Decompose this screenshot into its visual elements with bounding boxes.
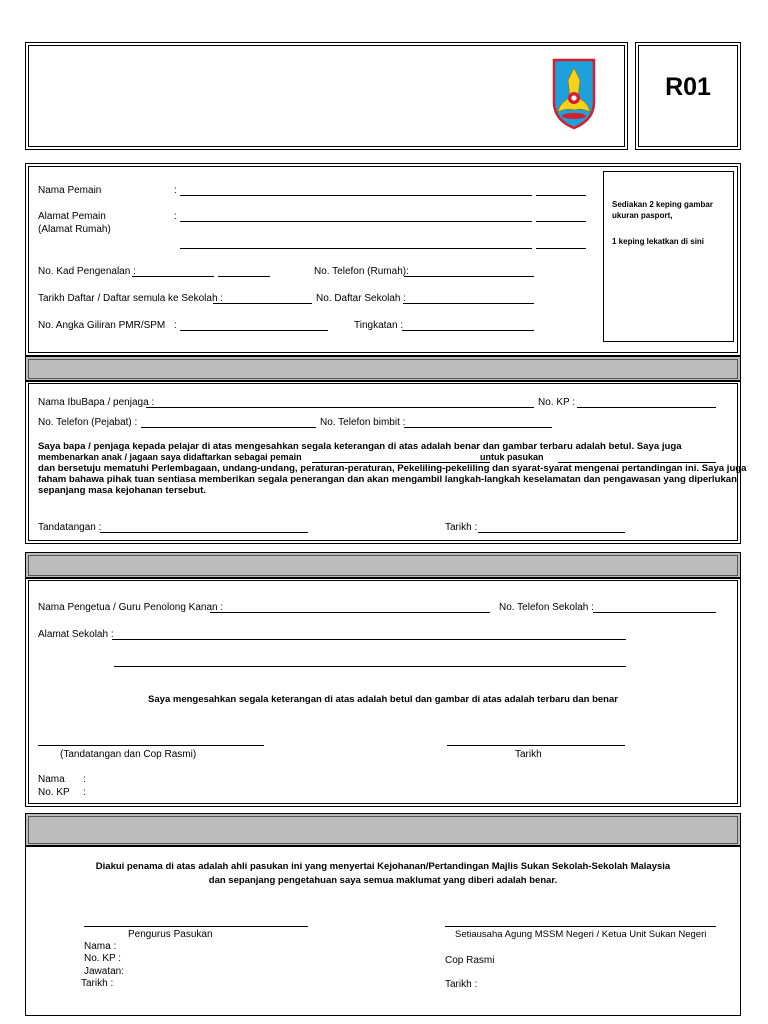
guardian-name-line[interactable] — [146, 407, 534, 408]
guardian-mobile-line[interactable] — [404, 427, 552, 428]
photo-note-1: Sediakan 2 keping gambar ukuran pasport, — [612, 200, 713, 220]
player-address-label: Alamat Pemain — [38, 211, 106, 222]
team-ack-line-2: dan sepanjang pengetahuan saya semua maklumat yang diberi adalah benar. — [208, 875, 558, 886]
guardian-date-line[interactable] — [478, 532, 625, 533]
guardian-declaration-3: dan bersetuju mematuhi Perlembagaan, undang-undang, peraturan-peraturan, Pekeliling-pekeliling dan syarat-syarat mengenai pertandingan ini. Saya juga — [38, 463, 747, 474]
school-kp-colon: : — [83, 787, 86, 798]
school-name-label: Nama — [38, 774, 65, 785]
photo-note-2: 1 keping lekatkan di sini — [612, 237, 705, 246]
guardian-kp-label: No. KP : — [538, 397, 576, 408]
guardian-office-phone-line[interactable] — [141, 427, 316, 428]
school-name-colon: : — [83, 774, 86, 785]
player-address-colon: : — [174, 211, 177, 222]
player-exam-no-line[interactable] — [180, 330, 328, 331]
player-register-label: Tarikh Daftar / Daftar semula ke Sekolah : — [38, 293, 224, 304]
player-address-line-1[interactable] — [180, 221, 532, 222]
secretary-label: Setiausaha Agung MSSM Negeri / Ketua Unit Sukan Negeri — [455, 929, 707, 940]
school-phone-line[interactable] — [593, 612, 716, 613]
form-code: R01 — [665, 73, 711, 101]
school-section-band — [25, 552, 741, 579]
school-signature-stamp-label: (Tandatangan dan Cop Rasmi) — [60, 749, 197, 760]
player-address-line-2[interactable] — [180, 248, 532, 249]
player-school-reg-line[interactable] — [403, 303, 534, 304]
player-exam-no-label: No. Angka Giliran PMR/SPM — [38, 320, 166, 331]
team-ack-line-1: Diakui penama di atas adalah ahli pasukan ini yang menyertai Kejohanan/Pertandingan Majlis Sukan Sekolah-Sekolah Malaysia — [95, 861, 671, 872]
player-home-phone-line[interactable] — [404, 276, 534, 277]
player-ic-line-ext — [218, 276, 270, 277]
school-date-label: Tarikh — [515, 749, 542, 760]
secretary-signature-line[interactable] — [445, 926, 716, 927]
player-school-reg-label: No. Daftar Sekolah : — [316, 293, 407, 304]
player-home-phone-label: No. Telefon (Rumah): — [314, 266, 409, 277]
crest-logo — [552, 58, 596, 130]
player-exam-no-colon: : — [174, 320, 177, 331]
school-address-line-2[interactable] — [114, 666, 626, 667]
principal-name-label: Nama Pengetua / Guru Penolong Kanan : — [38, 602, 224, 613]
manager-label: Pengurus Pasukan — [128, 929, 213, 940]
team-date-label: Tarikh : — [81, 978, 114, 989]
team-position-label: Jawatan: — [84, 966, 125, 977]
player-form-level-label: Tingkatan : — [354, 320, 404, 331]
photo-box — [603, 171, 734, 342]
team-name-label: Nama : — [84, 941, 117, 952]
player-ic-line[interactable] — [132, 276, 214, 277]
team-kp-label: No. KP : — [84, 953, 122, 964]
school-signature-line[interactable] — [38, 745, 264, 746]
team-section-band — [25, 813, 741, 847]
school-address-line-1[interactable] — [112, 639, 626, 640]
school-date-line[interactable] — [447, 745, 625, 746]
guardian-date-label: Tarikh : — [445, 522, 478, 533]
official-stamp-label: Cop Rasmi — [445, 955, 495, 966]
player-address-line-1-ext — [536, 221, 586, 222]
guardian-declaration-1: Saya bapa / penjaga kepada pelajar di atas mengesahkan segala keterangan di atas adalah benar dan gambar terbaru adalah betul. Saya juga — [38, 441, 682, 452]
header-box — [25, 42, 628, 150]
player-ic-label: No. Kad Pengenalan : — [38, 266, 136, 277]
guardian-declaration-4: faham bahawa pihak tuan sentiasa memberikan segala penerangan dan akan mengambil langkah-langkah keselamatan dan pengawasan yang diperlukan — [38, 474, 737, 485]
player-address-sub-label: (Alamat Rumah) — [38, 224, 111, 235]
player-form-level-line[interactable] — [402, 330, 534, 331]
manager-signature-line[interactable] — [84, 926, 308, 927]
guardian-declaration-2b: untuk pasukan — [480, 452, 544, 462]
guardian-signature-label: Tandatangan : — [38, 522, 102, 533]
school-address-label: Alamat Sekolah : — [38, 629, 114, 640]
guardian-office-phone-label: No. Telefon (Pejabat) : — [38, 417, 138, 428]
guardian-section-band — [25, 356, 741, 382]
player-name-line[interactable] — [180, 195, 532, 196]
player-name-colon: : — [174, 185, 177, 196]
player-name-line-ext — [536, 195, 586, 196]
player-address-line-2-ext — [536, 248, 586, 249]
principal-name-line[interactable] — [210, 612, 490, 613]
guardian-signature-line[interactable] — [100, 532, 308, 533]
guardian-name-label: Nama IbuBapa / penjaga : — [38, 397, 155, 408]
player-name-label: Nama Pemain — [38, 185, 102, 196]
player-register-line[interactable] — [213, 303, 312, 304]
school-kp-label: No. KP — [38, 787, 70, 798]
guardian-mobile-label: No. Telefon bimbit : — [320, 417, 406, 428]
school-certify-text: Saya mengesahkan segala keterangan di atas adalah betul dan gambar di atas adalah terbaru dan benar — [148, 694, 618, 705]
guardian-declaration-5: sepanjang masa kejohanan tersebut. — [38, 485, 206, 496]
guardian-kp-line[interactable] — [577, 407, 716, 408]
guardian-declaration-2a: membenarkan anak / jagaan saya didaftarkan sebagai pemain — [38, 452, 302, 462]
school-phone-label: No. Telefon Sekolah : — [499, 602, 594, 613]
team-date-label-right: Tarikh : — [445, 979, 478, 990]
